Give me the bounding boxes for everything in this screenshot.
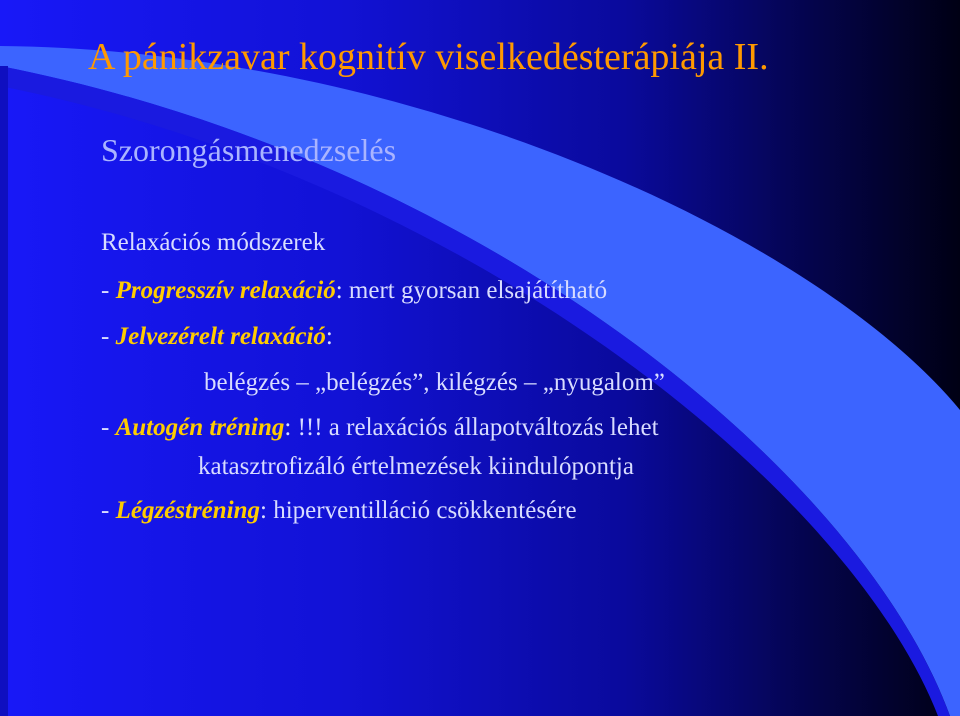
line-text: belégzés – „belégzés”, kilégzés – „nyugalom” <box>204 369 665 396</box>
line-text: Relaxációs módszerek <box>101 229 326 256</box>
line-text: katasztrofizáló értelmezések kiindulópontja <box>198 453 634 480</box>
line-text: : mert gyorsan elsajátítható <box>335 277 608 304</box>
line-prefix: - <box>101 497 116 524</box>
line-term: Autogén tréning <box>115 414 285 441</box>
body-line <box>204 370 665 395</box>
line-term: Légzéstréning <box>115 497 261 524</box>
slide-title: A pánikzavar kognitív viselkedésterápiája II. <box>88 36 769 78</box>
body-line <box>101 498 577 523</box>
line-term: Progresszív relaxáció <box>115 277 336 304</box>
line-text: : !!! a relaxációs állapotváltozás lehet <box>284 414 659 441</box>
line-prefix: - <box>101 277 116 304</box>
body-line <box>101 324 333 349</box>
slide-subtitle: Szorongásmenedzselés <box>101 132 397 168</box>
line-prefix: - <box>101 414 116 441</box>
body-line <box>101 230 325 255</box>
line-term: Jelvezérelt relaxáció <box>115 323 326 350</box>
body-line <box>101 415 659 440</box>
line-prefix: - <box>101 323 116 350</box>
body-line <box>101 278 607 303</box>
decorative-curve-left <box>0 66 8 716</box>
body-line <box>198 454 634 479</box>
line-text: : <box>325 323 333 350</box>
line-text: : hiperventilláció csökkentésére <box>260 497 577 524</box>
